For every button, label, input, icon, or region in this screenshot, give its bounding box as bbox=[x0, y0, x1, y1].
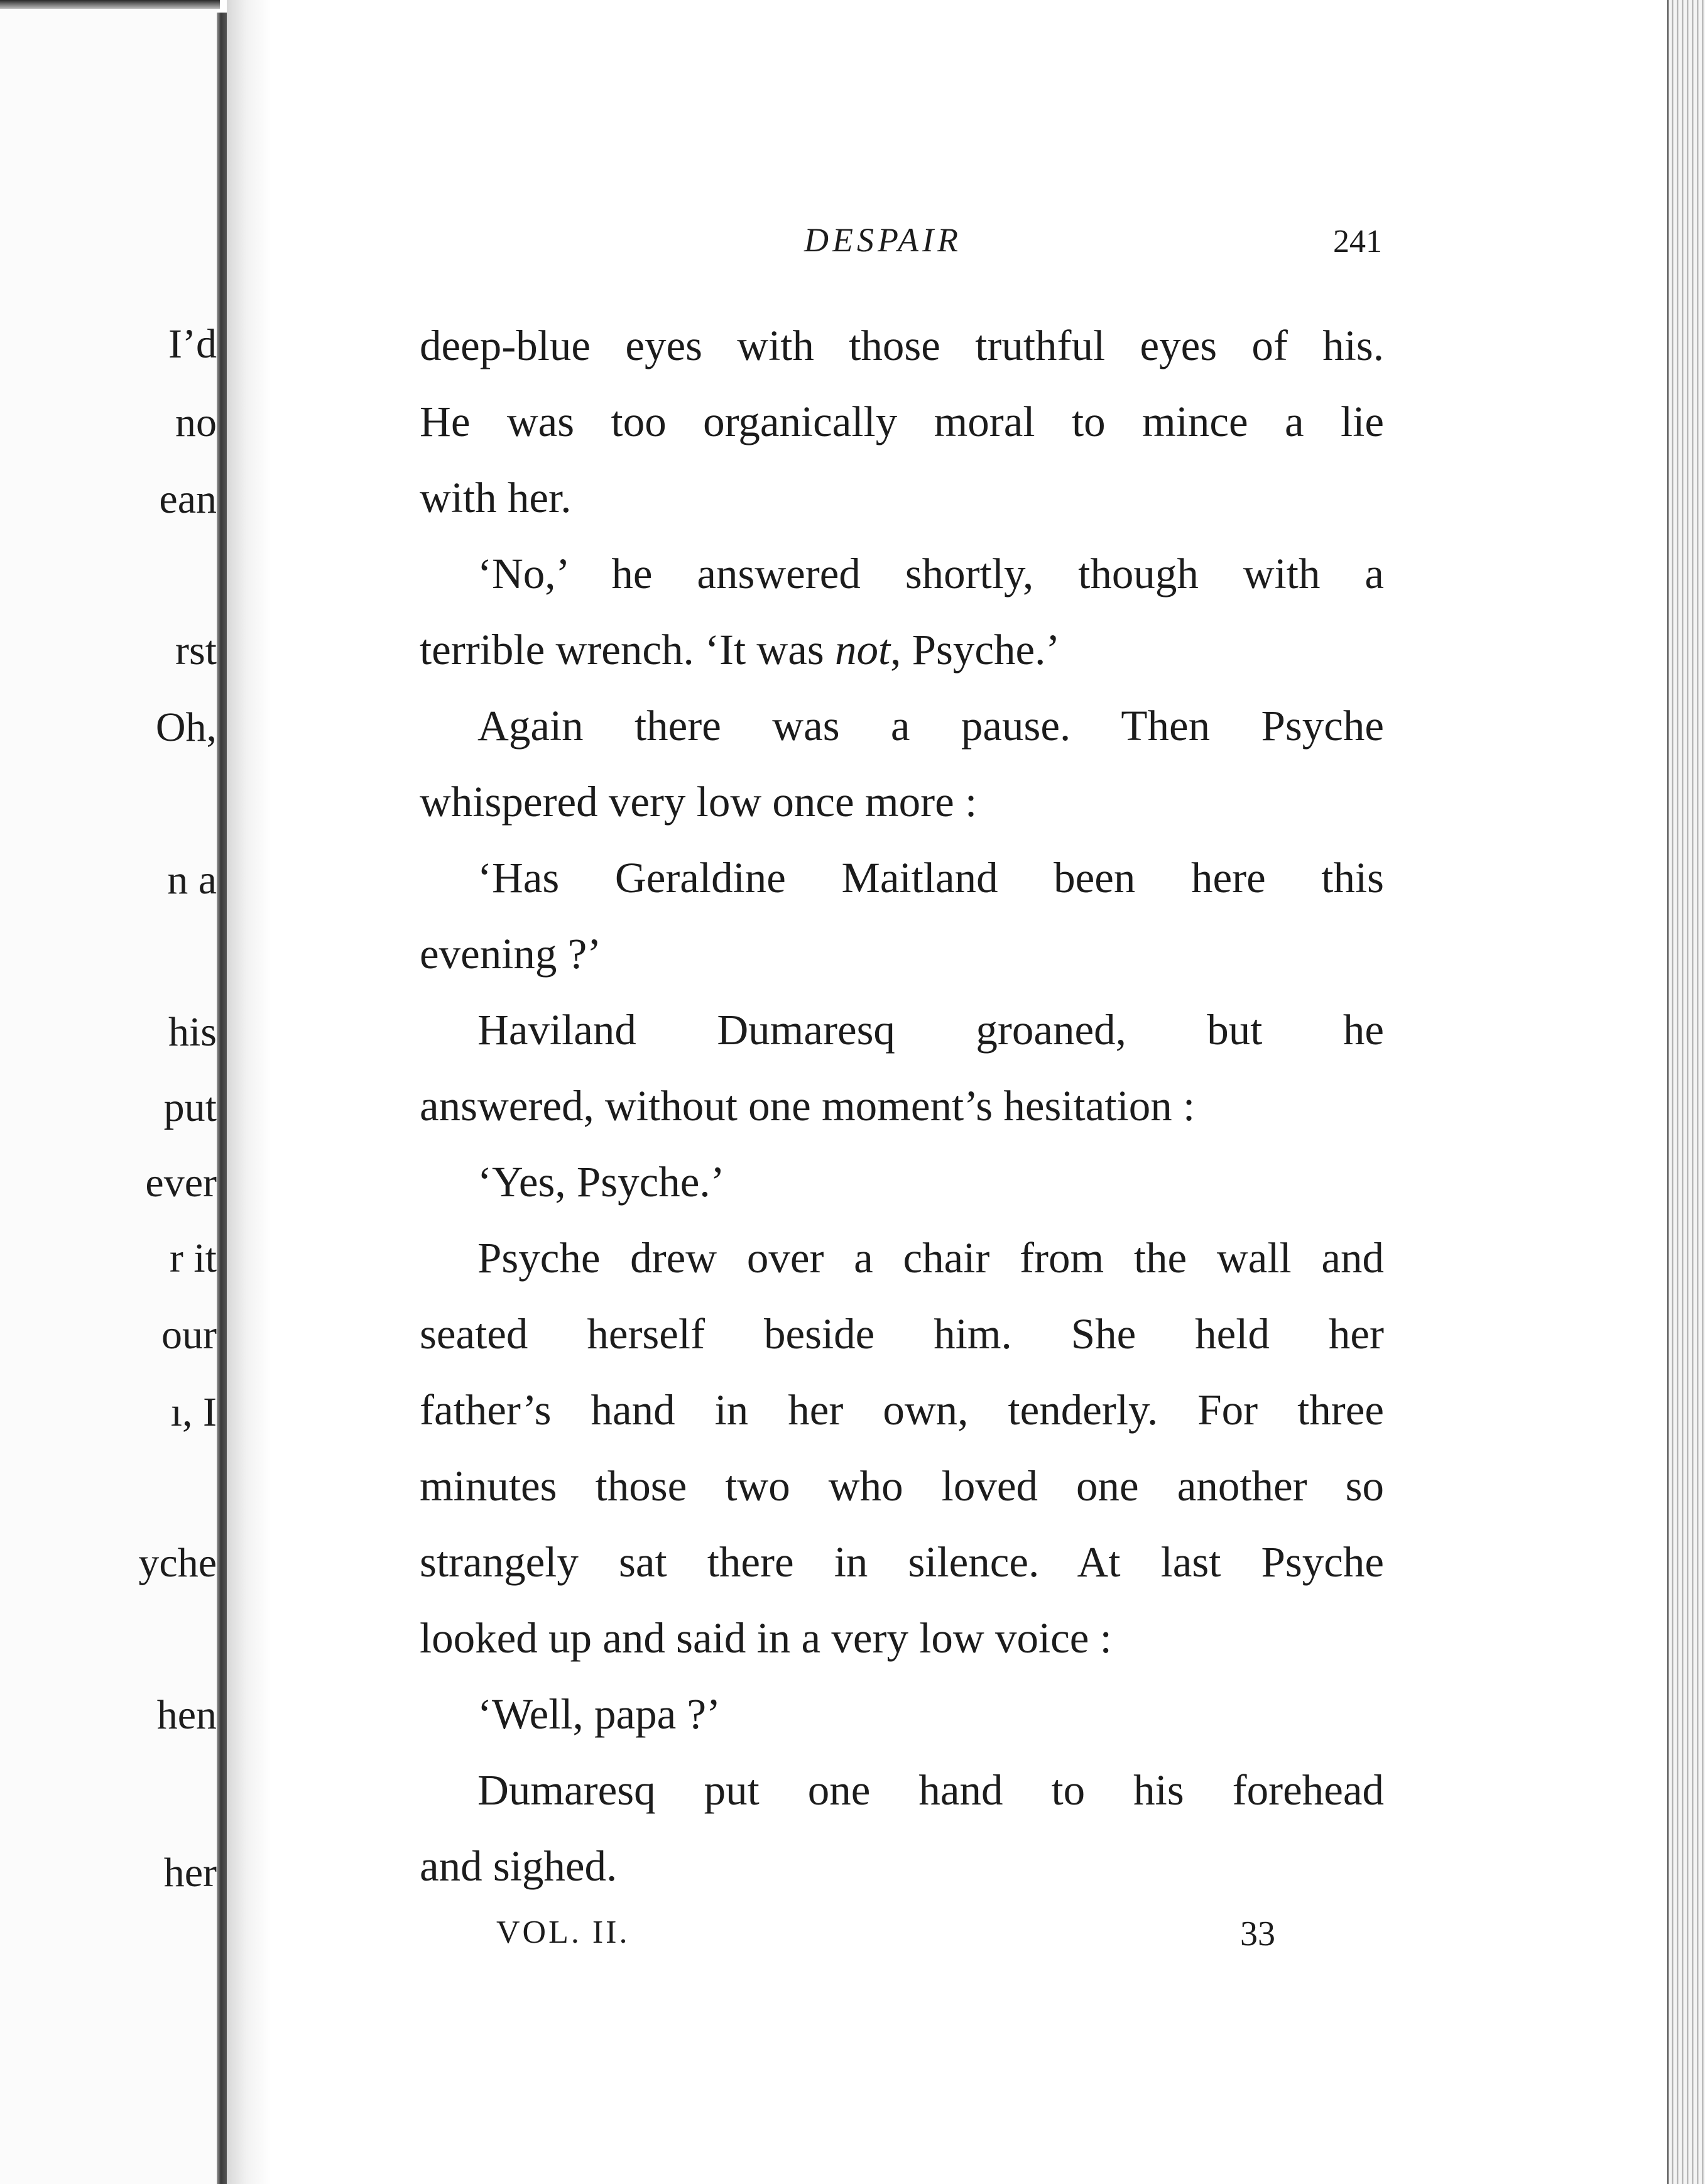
text-line: Dumaresq put one hand to his forehead bbox=[477, 1766, 1384, 1814]
facing-page-fragment: I’d bbox=[168, 321, 217, 367]
running-title: DESPAIR bbox=[804, 221, 962, 259]
gutter-shadow bbox=[227, 0, 271, 2184]
facing-page-fragment: n a bbox=[167, 857, 217, 903]
facing-page-top-edge bbox=[0, 0, 220, 9]
facing-page-fragment: ean bbox=[159, 476, 217, 522]
signature-line bbox=[496, 1916, 1275, 1967]
body-text bbox=[420, 308, 1384, 1897]
facing-page-fragment: rst bbox=[175, 628, 217, 674]
text-line: Again there was a pause. Then Psyche bbox=[477, 702, 1384, 750]
volume-mark: VOL. II. bbox=[496, 1914, 630, 1950]
facing-page-fragment: r it bbox=[169, 1235, 217, 1281]
text-line: Psyche drew over a chair from the wall and bbox=[477, 1234, 1384, 1282]
facing-page-fragment: ever bbox=[145, 1160, 217, 1206]
text-line: answered, without one moment’s hesitation : bbox=[420, 1082, 1196, 1130]
text-line: terrible wrench. ‘It was not, Psyche.’ bbox=[420, 626, 1060, 674]
facing-page-fragment: ı, I bbox=[170, 1389, 217, 1435]
text-line: seated herself beside him. She held her bbox=[420, 1310, 1384, 1358]
facing-page-fragment: hen bbox=[156, 1692, 217, 1738]
page-number: 241 bbox=[1333, 224, 1382, 259]
binding-gutter bbox=[217, 13, 227, 2184]
text-line: He was too organically moral to mince a lie bbox=[420, 398, 1384, 445]
facing-page-fragment: yche bbox=[138, 1540, 217, 1586]
running-head bbox=[415, 223, 1382, 267]
facing-page bbox=[0, 0, 217, 2184]
facing-page-fragment: his bbox=[168, 1009, 217, 1055]
text-line: ‘No,’ he answered shortly, though with a bbox=[477, 550, 1384, 598]
facing-page-fragment: her bbox=[163, 1850, 217, 1896]
text-line: looked up and said in a very low voice : bbox=[420, 1614, 1112, 1662]
text-line: minutes those two who loved one another so bbox=[420, 1462, 1384, 1510]
text-line: deep-blue eyes with those truthful eyes of his. bbox=[420, 322, 1384, 369]
text-line: and sighed. bbox=[420, 1842, 618, 1890]
text-line: with her. bbox=[420, 474, 572, 521]
page-stack-edge bbox=[1669, 0, 1705, 2184]
facing-page-fragment: put bbox=[163, 1084, 217, 1130]
text-line: whispered very low once more : bbox=[420, 778, 978, 826]
text-line: father’s hand in her own, tenderly. For three bbox=[420, 1386, 1384, 1434]
text-line: ‘Has Geraldine Maitland been here this bbox=[477, 854, 1384, 902]
text-line: strangely sat there in silence. At last Psyche bbox=[420, 1538, 1384, 1586]
text-line: Haviland Dumaresq groaned, but he bbox=[477, 1006, 1384, 1054]
text-line: ‘Well, papa ?’ bbox=[477, 1690, 721, 1738]
facing-page-fragment: Oh, bbox=[155, 704, 217, 750]
facing-page-fragment: no bbox=[175, 400, 217, 445]
text-line: ‘Yes, Psyche.’ bbox=[477, 1158, 725, 1206]
signature-number: 33 bbox=[1240, 1914, 1275, 1953]
facing-page-fragment: our bbox=[161, 1312, 217, 1358]
text-line: evening ?’ bbox=[420, 930, 602, 978]
